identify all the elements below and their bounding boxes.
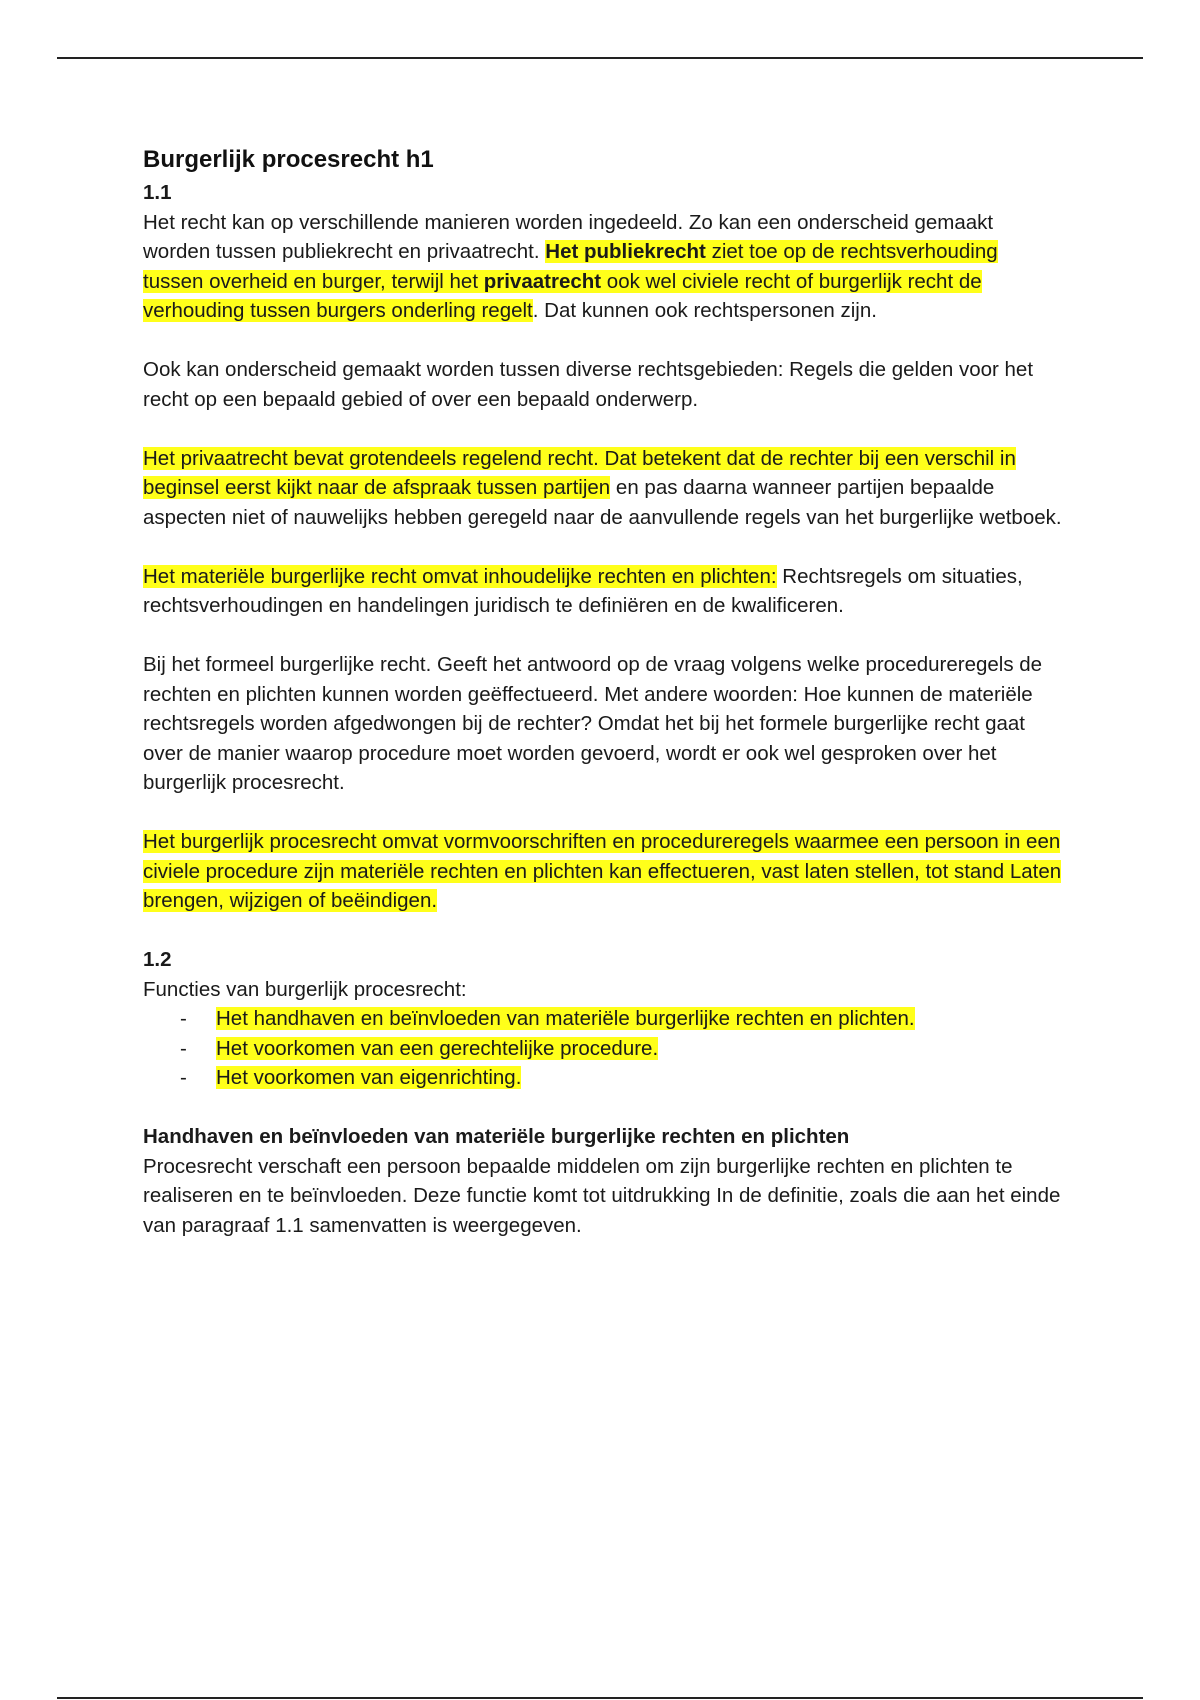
bold-term-publiekrecht: Het publiekrecht [545, 240, 706, 263]
paragraph-handhaven: Procesrecht verschaft een persoon bepaalde middelen om zijn burgerlijke rechten en plichten te realiseren en te beïnvloeden. Deze functie komt tot uitdrukking In de definitie, zoals die aan het einde van paragraaf 1.1 samenvatten is weergegeven. [143, 1154, 1061, 1237]
footer-rule [57, 1697, 1143, 1699]
paragraph-spacer [143, 326, 1063, 356]
subsection-heading-handhaven: Handhaven en beïnvloeden van materiële burgerlijke rechten en plichten [143, 1125, 850, 1148]
bullet-dash: - [180, 1007, 187, 1030]
bullet-dash: - [180, 1036, 187, 1060]
text-run: ook wel civiele recht of burgerlijk recht de verhouding tussen burgers onderling regelt [143, 269, 982, 322]
section-heading-1-2: 1.2 [143, 948, 172, 971]
paragraph-regelend-recht [143, 444, 1063, 533]
paragraph-spacer [143, 798, 1063, 828]
section-heading-1-1: 1.1 [143, 181, 172, 204]
header-rule [57, 57, 1143, 59]
paragraph-spacer [143, 1093, 1063, 1123]
paragraph-functies-intro: Functies van burgerlijk procesrecht: [143, 977, 467, 1001]
document-body [143, 142, 1063, 1240]
list-item [143, 1034, 1063, 1064]
bold-term-privaatrecht: privaatrecht [483, 269, 602, 293]
paragraph-publiek-privaat [143, 208, 1063, 326]
paragraph-spacer [143, 916, 1063, 946]
highlight-run: Het voorkomen van een gerechtelijke procedure. [216, 1036, 659, 1060]
highlight-run: Het privaatrecht bevat grotendeels regelend recht. Dat betekent dat de rechter bij een verschil in beginsel eerst kijkt naar de afspraak tussen partijen [143, 446, 1016, 499]
paragraph-rechtsgebieden: Ook kan onderscheid gemaakt worden tussen diverse rechtsgebieden: Regels die gelden voor het recht op een bepaald gebied of over een bepaald onderwerp. [143, 358, 1034, 411]
text-run: . Dat kunnen ook rechtspersonen zijn. [532, 299, 877, 322]
text-run: ziet toe op de rechtsverhouding tussen overheid en burger, terwijl het [143, 240, 998, 293]
highlight-run: Het handhaven en beïnvloeden van materiële burgerlijke rechten en plichten. [216, 1007, 915, 1030]
text-run: Rechtsregels om situaties, rechtsverhoudingen en handelingen juridisch te definiëren en de kwalificeren. [143, 564, 1023, 617]
text-run: en pas daarna wanneer partijen bepaalde aspecten niet of nauwelijks hebben geregeld naar de aanvullende regels van het burgerlijke wetboek. [143, 476, 1062, 529]
functions-list [143, 1004, 1063, 1093]
text-run: Het recht kan op verschillende manieren worden ingedeeld. Zo kan een onderscheid gemaakt worden tussen publiekrecht en privaatrecht. [143, 210, 994, 263]
document-title: Burgerlijk procesrecht h1 [143, 146, 434, 173]
list-item [143, 1063, 1063, 1093]
bullet-dash: - [180, 1066, 187, 1089]
list-item [143, 1004, 1063, 1034]
highlight-run: Het materiële burgerlijke recht omvat inhoudelijke rechten en plichten: [143, 564, 777, 588]
highlight-run: Het voorkomen van eigenrichting. [216, 1066, 522, 1089]
paragraph-procesrecht-definitie [143, 827, 1063, 916]
paragraph-spacer [143, 621, 1063, 651]
paragraph-formeel-recht: Bij het formeel burgerlijke recht. Geeft het antwoord op de vraag volgens welke procedureregels de rechten en plichten kunnen worden geëffectueerd. Met andere woorden: Hoe kunnen de materiële rechtsregels worden afgedwongen bij de rechter? Omdat het bij het formele burgerlijke recht gaat over de manier waarop procedure moet worden gevoerd, wordt er ook wel gesproken over het burgerlijk procesrecht. [143, 653, 1043, 794]
highlight-run: Het burgerlijk procesrecht omvat vormvoorschriften en procedureregels waarmee een persoon in een civiele procedure zijn materiële rechten en plichten kan effectueren, vast laten stellen, tot stand Laten brengen, wijzigen of beëindigen. [143, 830, 1062, 912]
paragraph-spacer [143, 532, 1063, 562]
paragraph-materieel-recht [143, 562, 1063, 621]
paragraph-spacer [143, 414, 1063, 444]
